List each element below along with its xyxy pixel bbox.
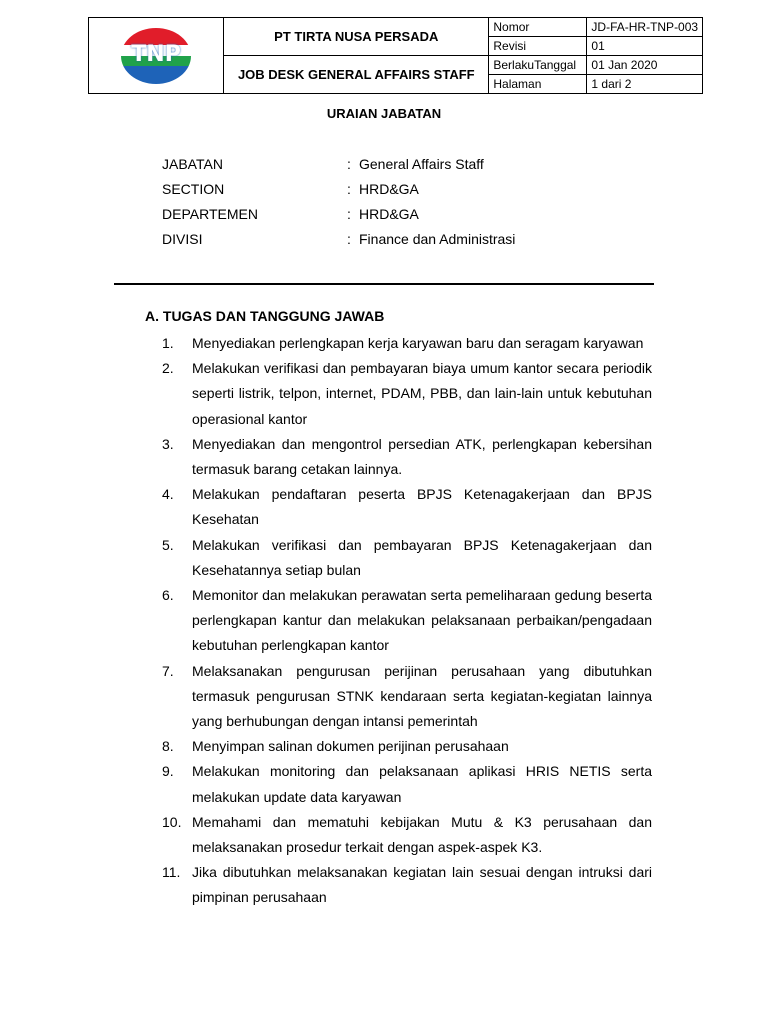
info-separator: : [347,156,351,172]
info-separator: : [347,231,351,247]
list-item [162,533,652,583]
info-label: SECTION [162,181,225,197]
item-number: 6. [162,587,174,604]
item-number: 8. [162,738,174,755]
position-info [162,154,515,254]
info-value: HRD&GA [359,181,419,197]
item-text: Menyediakan perlengkapan kerja karyawan baru dan seragam karyawan [192,335,644,351]
info-value: General Affairs Staff [359,156,484,172]
page-title: URAIAN JABATAN [326,106,442,121]
item-text: Menyimpan salinan dokumen perijinan perusahaan [192,738,509,755]
logo-cell [89,18,224,94]
item-text: Memonitor dan melakukan perawatan serta pemeliharaan gedung beserta perlengkapan kantur dan melakukan pelaksanaan perbaikan/pengadaan kebutuhan perlengkapan kantor [192,587,652,654]
item-text: Menyediakan dan mengontrol persedian ATK, perlengkapan kebersihan termasuk barang cetakan lainnya. [192,435,652,478]
info-value: HRD&GA [359,206,419,222]
item-number: 11. [162,864,181,881]
info-row-section [162,179,515,204]
company-logo [121,28,191,84]
info-row-departemen [162,204,515,229]
item-number: 4. [162,486,174,503]
list-item [162,759,652,809]
info-label: JABATAN [162,156,223,172]
document-title: JOB DESK GENERAL AFFAIRS STAFF [224,56,489,94]
item-number: 3. [162,435,174,452]
section-title: A. TUGAS DAN TANGGUNG JAWAB [145,308,385,324]
meta-key-halaman: Halaman [489,75,587,94]
list-item [162,860,652,910]
info-value: Finance dan Administrasi [359,231,516,247]
info-label: DEPARTEMEN [162,206,258,222]
list-item [162,331,652,356]
item-number: 2. [162,360,174,377]
info-separator: : [347,181,351,197]
list-item [162,734,652,759]
list-item [162,356,652,432]
company-name: PT TIRTA NUSA PERSADA [224,18,489,56]
document-header [88,17,703,94]
item-text: Melakukan verifikasi dan pembayaran BPJS Ketenagakerjaan dan Kesehatannya setiap bulan [192,536,652,578]
list-item [162,810,652,860]
item-text: Melaksanakan pengurusan perijinan perusahaan yang dibutuhkan termasuk pengurusan STNK kendaraan serta kegiatan-kegiatan lainnya yang berhubungan dengan intansi pemerintah [192,662,652,730]
info-row-jabatan [162,154,515,179]
info-row-divisi [162,229,515,254]
list-item [162,432,652,482]
meta-key-berlaku: BerlakuTanggal [489,56,587,75]
item-text: Jika dibutuhkan melaksanakan kegiatan lain sesuai dengan intruksi dari pimpinan perusahaan [192,864,652,906]
meta-value-berlaku: 01 Jan 2020 [587,56,703,75]
list-item [162,659,652,735]
list-item [162,583,652,659]
meta-key-revisi: Revisi [489,37,587,56]
item-text: Melakukan verifikasi dan pembayaran biaya umum kantor secara periodik seperti listrik, telpon, internet, PDAM, PBB, dan lain-lain untuk kebutuhan operasional kantor [192,360,652,427]
logo-text: TNP [131,41,181,67]
info-label: DIVISI [162,231,203,247]
horizontal-divider [114,283,654,285]
item-number: 9. [162,763,174,780]
item-number: 5. [162,536,174,553]
list-item [162,482,652,532]
item-text: Melakukan monitoring dan pelaksanaan aplikasi HRIS NETIS serta melakukan update data karyawan [192,763,652,805]
meta-value-nomor: JD-FA-HR-TNP-003 [587,18,703,37]
item-number: 1. [162,335,174,351]
duties-list [162,331,652,911]
item-number: 10. [162,813,182,830]
item-text: Memahami dan mematuhi kebijakan Mutu & K3 perusahaan dan melaksanakan prosedur terkait dengan aspek-aspek K3. [192,813,652,856]
meta-key-nomor: Nomor [489,18,587,37]
item-number: 7. [162,662,174,679]
meta-value-halaman: 1 dari 2 [587,75,703,94]
meta-value-revisi: 01 [587,37,703,56]
item-text: Melakukan pendaftaran peserta BPJS Ketenagakerjaan dan BPJS Kesehatan [192,486,652,528]
info-separator: : [347,206,351,222]
